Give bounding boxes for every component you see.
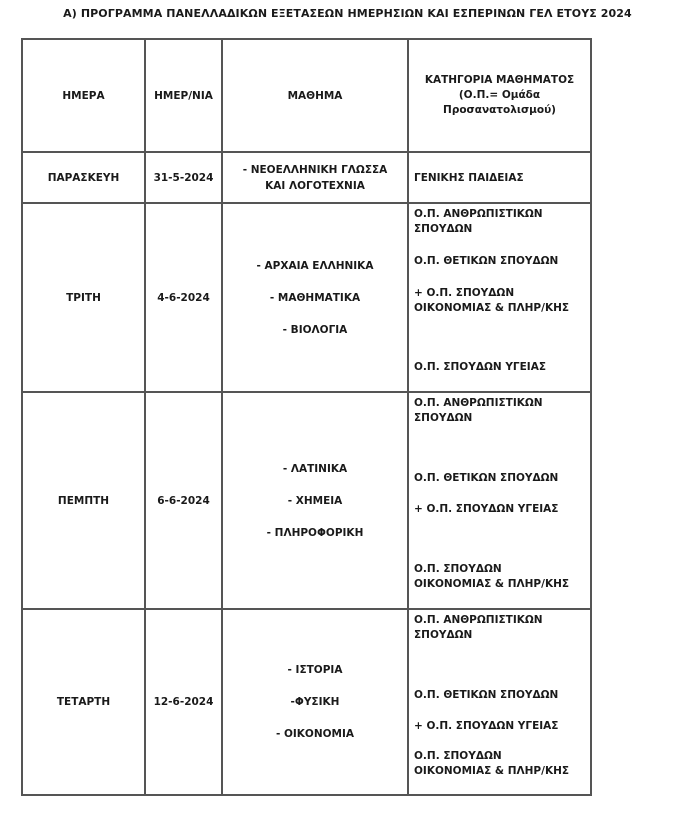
category-line: Ο.Π. ΘΕΤΙΚΩΝ ΣΠΟΥΔΩΝ xyxy=(414,689,559,701)
header-category-line3: Προσανατολισμού) xyxy=(443,104,556,116)
category-item xyxy=(414,613,588,643)
subject-line: - ΑΡΧΑΙΑ ΕΛΛΗΝΙΚΑ xyxy=(256,259,374,272)
category-line: + Ο.Π. ΣΠΟΥΔΩΝ xyxy=(414,287,515,299)
subject-line: - ΛΑΤΙΝΙΚΑ xyxy=(282,462,348,475)
category-item xyxy=(414,688,588,703)
category-item xyxy=(414,502,588,517)
category-item xyxy=(414,286,588,316)
table-row xyxy=(22,392,591,609)
subject-line: - ΒΙΟΛΟΓΙΑ xyxy=(282,323,348,336)
category-line: Ο.Π. ΘΕΤΙΚΩΝ ΣΠΟΥΔΩΝ xyxy=(414,255,559,267)
subject-cell xyxy=(222,609,408,795)
subject-line: - ΝΕΟΕΛΛΗΝΙΚΗ ΓΛΩΣΣΑ xyxy=(242,163,388,176)
category-line: Ο.Π. ΑΝΘΡΩΠΙΣΤΙΚΩΝ xyxy=(414,208,543,220)
subject-line: - ΠΛΗΡΟΦΟΡΙΚΗ xyxy=(266,526,364,539)
date-cell: 31-5-2024 xyxy=(145,152,222,203)
subject-line: - ΜΑΘΗΜΑΤΙΚΑ xyxy=(269,291,361,304)
day-cell: ΤΕΤΑΡΤΗ xyxy=(22,609,145,795)
subject-line: -ΦΥΣΙΚΗ xyxy=(290,696,340,708)
header-category-line2: (Ο.Π.= Ομάδα xyxy=(458,89,541,101)
category-line: ΟΙΚΟΝΟΜΙΑΣ & ΠΛΗΡ/ΚΗΣ xyxy=(414,302,570,314)
category-line: ΣΠΟΥΔΩΝ xyxy=(414,223,473,235)
category-cell xyxy=(408,203,591,392)
category-line: ΟΙΚΟΝΟΜΙΑΣ & ΠΛΗΡ/ΚΗΣ xyxy=(414,578,570,590)
subject-line: ΚΑΙ ΛΟΓΟΤΕΧΝΙΑ xyxy=(265,179,365,192)
exam-schedule-table xyxy=(21,38,592,796)
header-category xyxy=(408,39,591,152)
subject-line: - ΟΙΚΟΝΟΜΙΑ xyxy=(275,728,355,740)
category-line: ΟΙΚΟΝΟΜΙΑΣ & ΠΛΗΡ/ΚΗΣ xyxy=(414,765,570,777)
header-subject: ΜΑΘΗΜΑ xyxy=(222,39,408,152)
date-cell: 6-6-2024 xyxy=(145,392,222,609)
category-item xyxy=(414,254,588,269)
header-date: ΗΜΕΡ/ΝΙΑ xyxy=(145,39,222,152)
category-line: Ο.Π. ΑΝΘΡΩΠΙΣΤΙΚΩΝ xyxy=(414,614,543,626)
category-line: Ο.Π. ΑΝΘΡΩΠΙΣΤΙΚΩΝ xyxy=(414,397,543,409)
category-item xyxy=(414,471,588,486)
table-row xyxy=(22,203,591,392)
category-item xyxy=(414,749,588,779)
category-cell xyxy=(408,152,591,203)
category-item xyxy=(414,207,588,237)
date-cell: 12-6-2024 xyxy=(145,609,222,795)
category-line: Ο.Π. ΣΠΟΥΔΩΝ xyxy=(414,563,502,575)
table-row xyxy=(22,609,591,795)
category-line: Ο.Π. ΣΠΟΥΔΩΝ ΥΓΕΙΑΣ xyxy=(414,361,547,373)
table-row xyxy=(22,152,591,203)
category-line: Ο.Π. ΣΠΟΥΔΩΝ xyxy=(414,750,502,762)
date-cell: 4-6-2024 xyxy=(145,203,222,392)
subject-cell xyxy=(222,152,408,203)
category-line: ΣΠΟΥΔΩΝ xyxy=(414,629,473,641)
subject-line: - ΙΣΤΟΡΙΑ xyxy=(287,664,343,676)
category-cell xyxy=(408,392,591,609)
category-line: + Ο.Π. ΣΠΟΥΔΩΝ ΥΓΕΙΑΣ xyxy=(414,503,559,515)
category-cell xyxy=(408,609,591,795)
subject-line: - ΧΗΜΕΙΑ xyxy=(287,494,343,507)
subject-cell xyxy=(222,392,408,609)
category-line: + Ο.Π. ΣΠΟΥΔΩΝ ΥΓΕΙΑΣ xyxy=(414,720,559,732)
category-item xyxy=(414,719,588,734)
page-title: Α) ΠΡΟΓΡΑΜΜΑ ΠΑΝΕΛΛΑΔΙΚΩΝ ΕΞΕΤΑΣΕΩΝ ΗΜΕΡΗΣΙΩΝ ΚΑΙ ΕΣΠΕΡΙΝΩΝ ΓΕΛ ΕΤΟΥΣ 2024 xyxy=(63,7,632,20)
category-item xyxy=(414,360,588,375)
category-line: Ο.Π. ΘΕΤΙΚΩΝ ΣΠΟΥΔΩΝ xyxy=(414,472,559,484)
category-item xyxy=(414,396,588,426)
header-day: ΗΜΕΡΑ xyxy=(22,39,145,152)
category-line: ΣΠΟΥΔΩΝ xyxy=(414,412,473,424)
table-header-row xyxy=(22,39,591,152)
category-item xyxy=(414,562,588,592)
day-cell: ΠΕΜΠΤΗ xyxy=(22,392,145,609)
day-cell: ΤΡΙΤΗ xyxy=(22,203,145,392)
day-cell: ΠΑΡΑΣΚΕΥΗ xyxy=(22,152,145,203)
header-category-line1: ΚΑΤΗΓΟΡΙΑ ΜΑΘΗΜΑΤΟΣ xyxy=(424,74,575,86)
category-item: ΓΕΝΙΚΗΣ ΠΑΙΔΕΙΑΣ xyxy=(414,171,524,184)
subject-cell xyxy=(222,203,408,392)
